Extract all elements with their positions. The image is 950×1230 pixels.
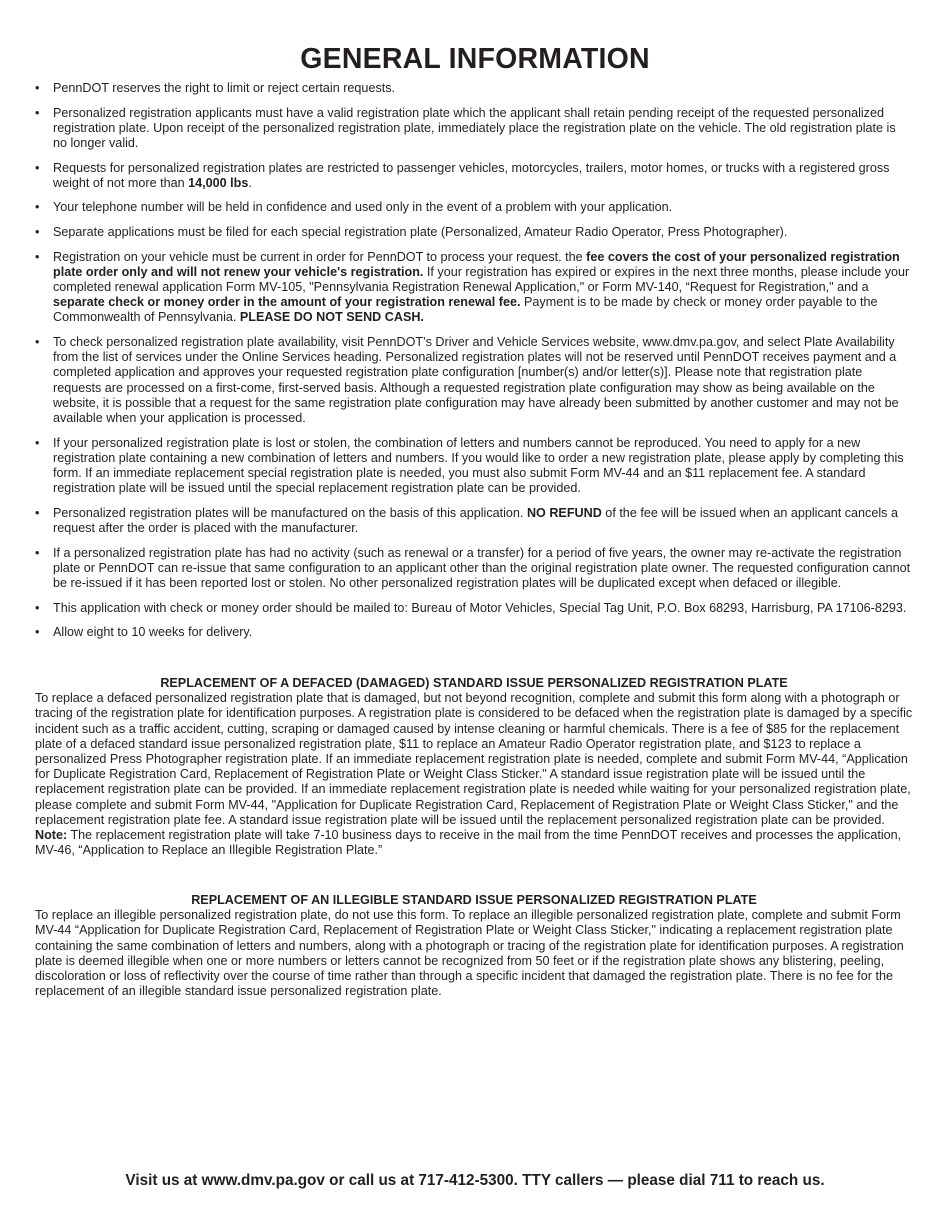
defaced-plate-section [35,676,913,858]
list-item: • Separate applications must be filed for each special registration plate (Personalized, Amateur Radio Operator, Press Photographer). [35,225,913,240]
list-item: • Registration on your vehicle must be current in order for PennDOT to process your request. the fee covers the cost of your personalized registration plate order only and will not renew your vehicle's registration. If your registration has expired or expires in the next three months, please include your completed renewal application Form MV-105, "Pennsylvania Registration Renewal Application," or Form MV-140, “Request for Registration," and a separate check or money order in the amount of your registration renewal fee. Payment is to be made by check or money order payable to the Commonwealth of Pennsylvania. PLEASE DO NOT SEND CASH. [35,250,913,326]
list-item: • To check personalized registration plate availability, visit PennDOT’s Driver and Vehicle Services website, www.dmv.pa.gov, and select Plate Availability from the list of services under the Online Services heading. Personalized registration plates will not be reserved until PennDOT receives payment and a completed application and approves your requested registration plate configuration [number(s) and/or letter(s)]. Please note that registration plate requests are processed on a first-come, first-served basis. Although a requested registration plate configuration may show as being available on the website, it is possible that a request for the same registration plate configuration may have already been submitted by another customer and may not be available when your application is processed. [35,335,913,426]
illegible-section-body: To replace an illegible personalized registration plate, do not use this form. To replace an illegible personalized registration plate, complete and submit Form MV-44 “Application for Duplicate Registration Card, Replacement of Registration Plate or Weight Class Sticker," indicating a replacement registration plate containing the same combination of letters and numbers, along with a photograph or tracing of the registration plate for identification purposes. A registration plate is deemed illegible when one or more numbers or letters cannot be recognized from 50 feet or if the registration plate shows any blistering, peeling, discoloration or loss of reflectivity over the course of time rather than through a specific incident that damaged the registration plate. There is no fee for the replacement of an illegible standard issue personalized registration plate. [35,908,904,999]
list-item: • Allow eight to 10 weeks for delivery. [35,625,913,640]
contact-footer: Visit us at www.dmv.pa.gov or call us at 717-412-5300. TTY callers — please dial 711 to reach us. [125,1172,825,1189]
list-item: • This application with check or money order should be mailed to: Bureau of Motor Vehicles, Special Tag Unit, P.O. Box 68293, Harrisburg, PA 17106-8293. [35,601,913,616]
page-title: GENERAL INFORMATION [300,43,650,75]
list-item: • PennDOT reserves the right to limit or reject certain requests. [35,81,913,96]
list-item: • Requests for personalized registration plates are restricted to passenger vehicles, motorcycles, trailers, motor homes, or trucks with a registered gross weight of not more than 14,000 lbs. [35,161,913,191]
illegible-plate-section [35,893,913,999]
list-item: • If your personalized registration plate is lost or stolen, the combination of letters and numbers cannot be reproduced. You need to apply for a new registration plate containing a new combination of letters and numbers. If you would like to order a new registration plate, please apply by completing this form. If an immediate replacement special registration plate is needed, you must also submit Form MV-44 and an $11 replacement fee. A standard registration plate will be issued until the special replacement registration plate can be provided. [35,436,913,497]
no-cash-warning: PLEASE DO NOT SEND CASH. [239,310,424,325]
defaced-section-body: To replace a defaced personalized registration plate that is damaged, but not beyond recognition, complete and submit this form along with a photograph or tracing of the registration plate for identification purposes. A registration plate is considered to be defaced when the registration plate is damaged by a specific incident such as a traffic accident, cutting, scraping or damaged caused by intense cleaning or harmful chemicals. There is a fee of $85 for the replacement plate of a defaced standard issue personalized registration plate, $11 to replace an Amateur Radio Operator registration plate, and $123 to replace a personalized Press Photographer registration plate. If an immediate replacement registration plate is needed, complete and submit Form MV-44, “Application for Duplicate Registration Card, Replacement of Registration Plate or Weight Class Sticker." A standard issue registration plate will be issued until the replacement registration plate can be provided. If an immediate replacement registration plate is needed while waiting for your personalized registration plate, please complete and submit Form MV-44, "Application for Duplicate Registration Card, Replacement of Registration Plate or Weight Class Sticker," and the replacement registration plate fee. A standard issue registration plate will be issued until the replacement personalized registration plate can be provided. Note: The replacement registration plate will take 7-10 business days to receive in the mail from the time PennDOT receives and processes the application, MV-46, “Application to Replace an Illegible Registration Plate.” [35,691,913,858]
no-refund-notice: NO REFUND [526,505,602,520]
general-info-list [35,81,913,650]
weight-limit: 14,000 lbs [188,175,249,190]
illegible-section-heading: REPLACEMENT OF AN ILLEGIBLE STANDARD ISSUE PERSONALIZED REGISTRATION PLATE [191,893,757,907]
defaced-section-heading: REPLACEMENT OF A DEFACED (DAMAGED) STANDARD ISSUE PERSONALIZED REGISTRATION PLATE [160,676,788,690]
note-label: Note: [35,828,68,843]
list-item: • Personalized registration applicants must have a valid registration plate which the applicant shall retain pending receipt of the requested personalized registration plate. Upon receipt of the personalized registration plate, immediately place the registration plate on the vehicle. The old registration plate is no longer valid. [35,106,913,152]
list-item: • Your telephone number will be held in confidence and used only in the event of a problem with your application. [35,200,913,215]
list-item: • If a personalized registration plate has had no activity (such as renewal or a transfer) for a period of five years, the owner may re-activate the registration plate or PennDOT can re-issue that same configuration to an applicant other than the original registration plate owner. The requested configuration cannot be re-issued if it has been reported lost or stolen. No other personalized registration plates will be duplicated except when defaced or illegible. [35,546,913,592]
list-item: • Personalized registration plates will be manufactured on the basis of this application. NO REFUND of the fee will be issued when an applicant cancels a request after the order is placed with the manufacturer. [35,506,913,536]
